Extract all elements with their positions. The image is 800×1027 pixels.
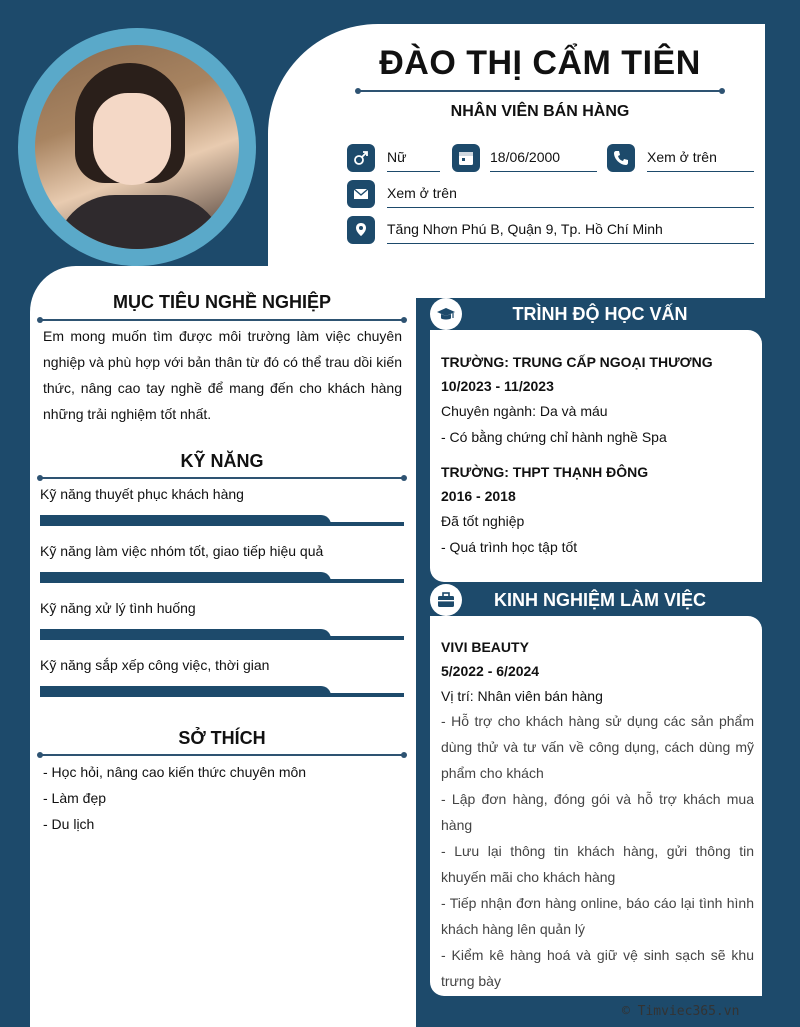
graduation-cap-icon (430, 298, 462, 330)
skills-title: KỸ NĂNG (180, 451, 264, 471)
birthday-value: 18/06/2000 (490, 149, 561, 165)
objective-title: MỤC TIÊU NGHỀ NGHIỆP (112, 292, 331, 312)
edu-school: TRƯỜNG: TRUNG CẤP NGOẠI THƯƠNG (441, 354, 713, 370)
edu-period: 2016 - 2018 (441, 488, 516, 504)
job-title: NHÂN VIÊN BÁN HÀNG (450, 103, 630, 120)
edu-note: - Quá trình học tập tốt (441, 539, 578, 555)
skill-label: Kỹ năng làm việc nhóm tốt, giao tiếp hiệu quả (40, 543, 324, 559)
hobbies-title: SỞ THÍCH (178, 728, 266, 748)
hobby-item: - Du lịch (43, 816, 95, 832)
candidate-name: ĐÀO THỊ CẨM TIÊN (379, 44, 701, 82)
gender-underline (387, 171, 440, 172)
skill-label: Kỹ năng thuyết phục khách hàng (40, 486, 244, 502)
address-underline (387, 243, 754, 244)
skill-level-bar (40, 572, 331, 583)
duty-item: - Lưu lại thông tin khách hàng, gửi thông tin khuyến mãi cho khách hàng (441, 843, 754, 885)
address-value: Tăng Nhơn Phú B, Quận 9, Tp. Hồ Chí Minh (387, 221, 663, 237)
email-underline (387, 207, 754, 208)
skill-level-bar (40, 686, 331, 697)
duty-item: - Hỗ trợ cho khách hàng sử dụng các sản phẩm dùng thử và tư vấn về công dụng, cách dùng mỹ phẩm cho khách (441, 713, 754, 781)
objective-text: Em mong muốn tìm được môi trường làm việc chuyên nghiệp và phù hợp với bản thân từ đó có thể trau dồi kiến thức, nâng cao tay nghề để mang đến cho khách hàng những trải nghiệm tốt nhất. (43, 328, 402, 422)
edu-period: 10/2023 - 11/2023 (441, 378, 554, 394)
hobby-item: - Học hỏi, nâng cao kiến thức chuyên môn (43, 764, 307, 780)
skill-label: Kỹ năng sắp xếp công việc, thời gian (40, 657, 270, 673)
skill-level-bar (40, 629, 331, 640)
objective-divider (40, 319, 404, 321)
phone-value: Xem ở trên (647, 149, 717, 165)
edu-major: Chuyên ngành: Da và máu (441, 403, 608, 419)
gender-icon (347, 144, 375, 172)
education-title: TRÌNH ĐỘ HỌC VẤN (512, 304, 688, 324)
footer-credit: © Timviec365.vn (622, 1004, 740, 1019)
email-icon (347, 180, 375, 208)
skill-level-bar (40, 515, 331, 526)
edu-school: TRƯỜNG: THPT THẠNH ĐÔNG (441, 464, 649, 480)
phone-underline (647, 171, 754, 172)
gender-value: Nữ (387, 149, 407, 165)
company-name: VIVI BEAUTY (441, 639, 529, 655)
phone-icon (607, 144, 635, 172)
duty-item: - Tiếp nhận đơn hàng online, báo cáo lại tình hình khách hàng lên quản lý (441, 895, 754, 937)
calendar-icon (452, 144, 480, 172)
skills-divider (40, 477, 404, 479)
name-divider (358, 90, 722, 92)
edu-note: - Có bằng chứng chỉ hành nghề Spa (441, 429, 667, 445)
hobby-item: - Làm đẹp (43, 790, 107, 806)
skill-label: Kỹ năng xử lý tình huống (40, 600, 196, 616)
location-icon (347, 216, 375, 244)
edu-major: Đã tốt nghiệp (441, 513, 525, 529)
email-value: Xem ở trên (387, 185, 457, 201)
duty-item: - Kiểm kê hàng hoá và giữ vệ sinh sạch sẽ khu trưng bày (441, 947, 754, 989)
birthday-underline (490, 171, 597, 172)
experience-title: KINH NGHIỆM LÀM VIỆC (493, 590, 706, 610)
avatar (35, 45, 239, 249)
briefcase-icon (430, 584, 462, 616)
duty-item: - Lập đơn hàng, đóng gói và hỗ trợ khách mua hàng (441, 791, 754, 833)
hobbies-divider (40, 754, 404, 756)
work-period: 5/2022 - 6/2024 (441, 663, 540, 679)
work-position: Vị trí: Nhân viên bán hàng (441, 688, 603, 704)
